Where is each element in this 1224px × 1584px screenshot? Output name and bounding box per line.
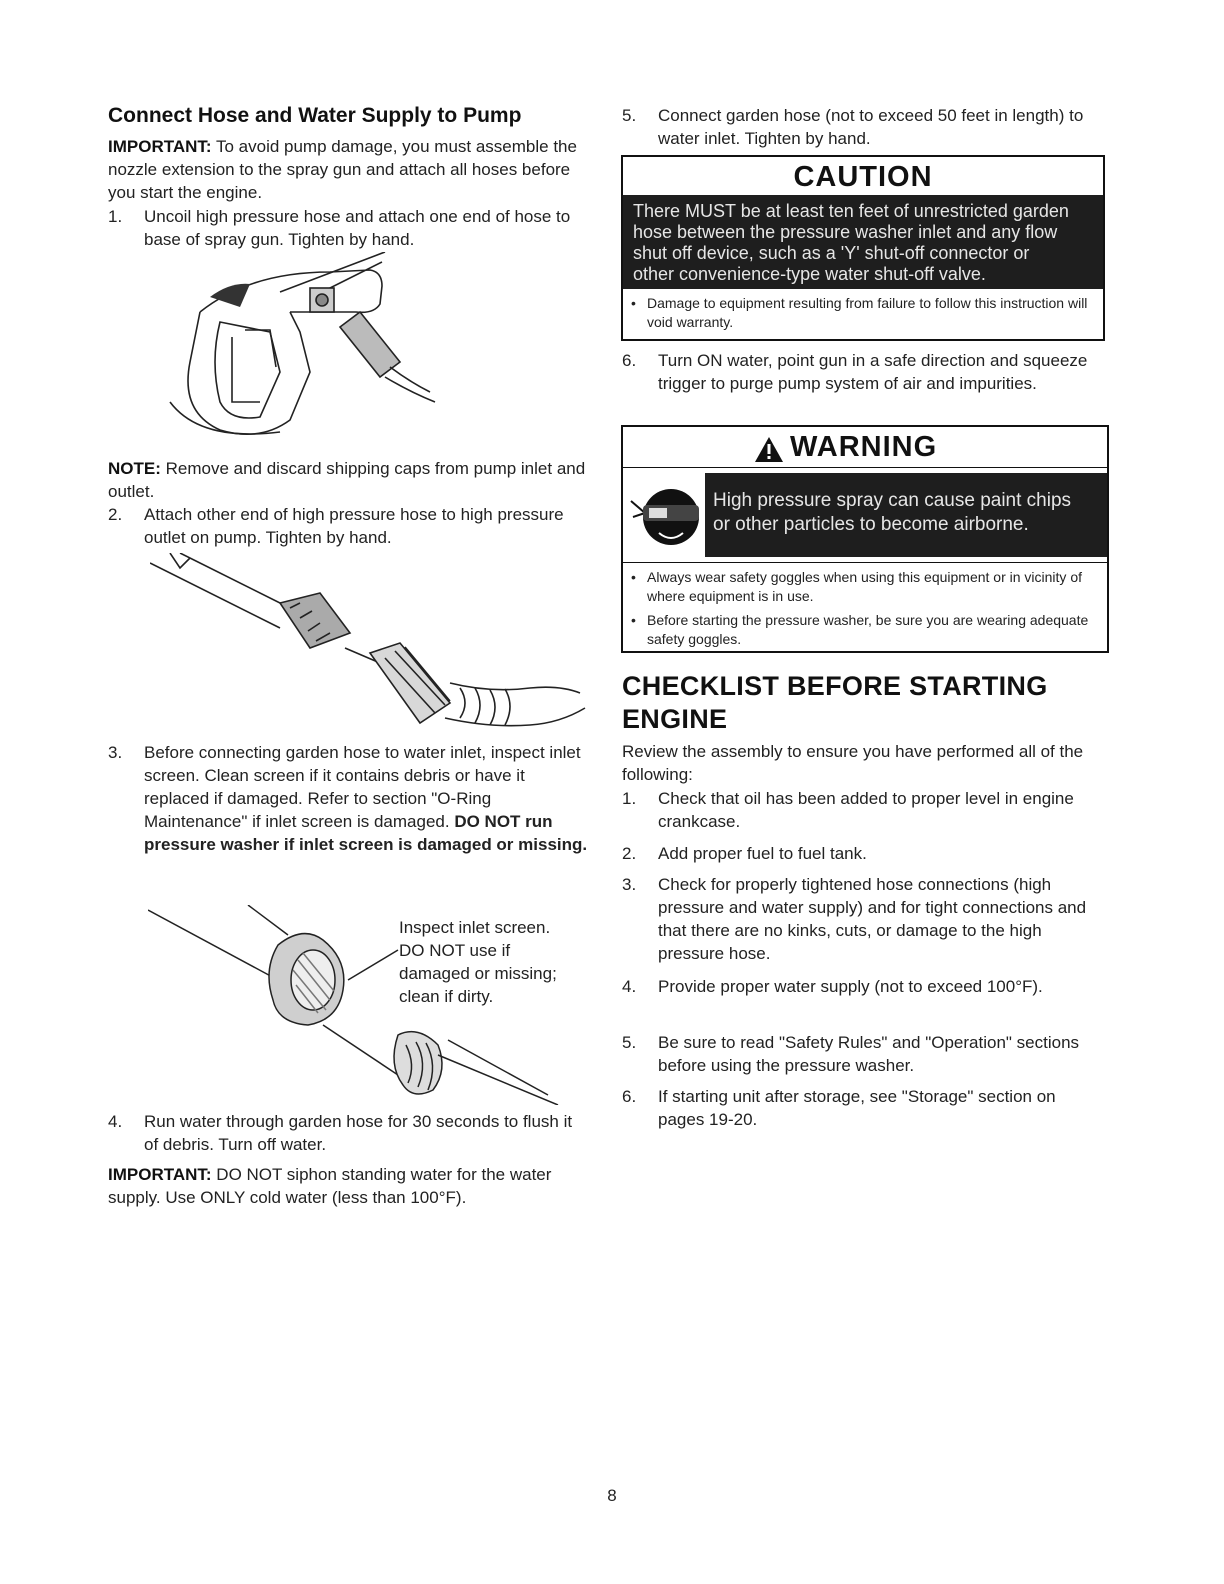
checklist-number: 6. — [622, 1087, 637, 1106]
checklist-heading-line: CHECKLIST BEFORE STARTING — [622, 671, 1048, 701]
note-label: NOTE: — [108, 459, 161, 478]
warning-line: or other particles to become airborne. — [713, 514, 1029, 535]
checklist-item — [622, 873, 1097, 965]
warning-header — [623, 427, 1107, 467]
callout-line: damaged or missing; — [399, 964, 557, 983]
step-number: 4. — [108, 1112, 123, 1131]
inlet-callout — [399, 916, 557, 1008]
spray-gun-illustration — [160, 252, 450, 442]
checklist-text: Add proper fuel to fuel tank. — [658, 844, 867, 863]
warning-bullet-text: Always wear safety goggles when using this equipment or in vicinity of where equipment is in use. — [647, 569, 1082, 604]
step-number: 5. — [622, 106, 637, 125]
note — [108, 457, 588, 503]
warning-box — [621, 425, 1109, 653]
important-text: To avoid pump damage, you must assemble the nozzle extension to the spray gun and attach all hoses before you start the engine. — [108, 137, 577, 202]
caution-line: hose between the pressure washer inlet and any flow — [633, 222, 1058, 242]
step-text: Run water through garden hose for 30 seconds to flush it of debris. Turn off water. — [144, 1112, 573, 1154]
caution-line: shut off device, such as a 'Y' shut-off connector or — [633, 243, 1030, 263]
step-number: 3. — [108, 743, 123, 762]
callout-line: DO NOT use if — [399, 941, 511, 960]
step-warning-text: DO NOT run pressure washer if inlet screen is damaged or missing. — [144, 812, 588, 854]
checklist-number: 5. — [622, 1033, 637, 1052]
checklist-text: Check for properly tightened hose connections (high pressure and water supply) and for tight connections and that there are no kinks, cuts, or damage to the high pressure hose. — [658, 875, 1087, 963]
checklist-item — [622, 787, 1097, 833]
important-note-2 — [108, 1163, 593, 1209]
step-5 — [622, 104, 1092, 150]
step-6 — [622, 349, 1097, 395]
step-4 — [108, 1110, 588, 1156]
checklist-number: 1. — [622, 789, 637, 808]
left-heading — [108, 104, 588, 128]
checklist-text: Check that oil has been added to proper level in engine crankcase. — [658, 789, 1074, 831]
page-number: 8 — [607, 1486, 617, 1505]
checklist-number: 2. — [622, 844, 637, 863]
warning-bullet-2: • Before starting the pressure washer, be sure you are wearing adequate safety goggles. — [623, 611, 1107, 649]
checklist-heading — [622, 670, 1102, 736]
step-text: Connect garden hose (not to exceed 50 feet in length) to water inlet. Tighten by hand. — [658, 106, 1084, 148]
warning-triangle-icon — [754, 436, 784, 463]
step-1 — [108, 205, 578, 251]
caution-line: other convenience-type water shut-off valve. — [633, 264, 986, 284]
note-text: Remove and discard shipping caps from pump inlet and outlet. — [108, 459, 586, 501]
hose-fitting-illustration — [150, 553, 590, 733]
checklist-text: Be sure to read "Safety Rules" and "Operation" sections before using the pressure washer. — [658, 1033, 1080, 1075]
important-label: IMPORTANT: — [108, 137, 212, 156]
important-text: DO NOT siphon standing water for the water supply. Use ONLY cold water (less than 100°F). — [108, 1165, 552, 1207]
step-2 — [108, 503, 578, 549]
warning-bullet-text: Before starting the pressure washer, be sure you are wearing adequate safety goggles. — [647, 612, 1089, 647]
step-text: Before connecting garden hose to water inlet, inspect inlet screen. Clean screen if it contains debris or have it replaced if damaged. Refer to section "O-Ring Maintenance" if inlet screen is damaged. — [144, 743, 581, 831]
caution-title: CAUTION — [793, 161, 933, 193]
warning-message-row — [623, 473, 1107, 557]
goggles-panel — [623, 473, 705, 557]
checklist-number: 4. — [622, 977, 637, 996]
checklist-item — [622, 842, 1097, 865]
callout-line: Inspect inlet screen. — [399, 918, 551, 937]
warning-title: WARNING — [790, 431, 938, 463]
checklist-text: Provide proper water supply (not to exceed 100°F). — [658, 977, 1043, 996]
checklist-item — [622, 1031, 1097, 1077]
step-text: Turn ON water, point gun in a safe direction and squeeze trigger to purge pump system of air and impurities. — [658, 351, 1088, 393]
important-note-1 — [108, 135, 583, 204]
warning-message — [705, 473, 1107, 557]
caution-box — [621, 155, 1105, 341]
step-text: Uncoil high pressure hose and attach one end of hose to base of spray gun. Tighten by hand. — [144, 207, 571, 249]
step-number: 2. — [108, 505, 123, 524]
warning-line: High pressure spray can cause paint chips — [713, 490, 1072, 511]
caution-message — [623, 195, 1103, 289]
warning-bullet-1: • Always wear safety goggles when using this equipment or in vicinity of where equipment is in use. — [623, 568, 1107, 606]
goggles-icon — [623, 473, 705, 557]
caution-line: There MUST be at least ten feet of unrestricted garden — [633, 201, 1069, 221]
review-text: Review the assembly to ensure you have performed all of the following: — [622, 742, 1084, 784]
important-label: IMPORTANT: — [108, 1165, 212, 1184]
step-number: 6. — [622, 351, 637, 370]
step-3 — [108, 741, 588, 856]
step-number: 1. — [108, 207, 123, 226]
checklist-item — [622, 1085, 1097, 1131]
step-text: Attach other end of high pressure hose to high pressure outlet on pump. Tighten by hand. — [144, 505, 564, 547]
caution-bullet-text: Damage to equipment resulting from failure to follow this instruction will void warranty. — [647, 295, 1088, 330]
checklist-text: If starting unit after storage, see "Storage" section on pages 19-20. — [658, 1087, 1056, 1129]
checklist-number: 3. — [622, 875, 637, 894]
checklist-heading-line: ENGINE — [622, 704, 728, 734]
checklist-item — [622, 975, 1097, 998]
callout-line: clean if dirty. — [399, 987, 494, 1006]
caution-bullet: • Damage to equipment resulting from failure to follow this instruction will void warranty. — [623, 294, 1103, 332]
section-title: Connect Hose and Water Supply to Pump — [108, 104, 522, 127]
